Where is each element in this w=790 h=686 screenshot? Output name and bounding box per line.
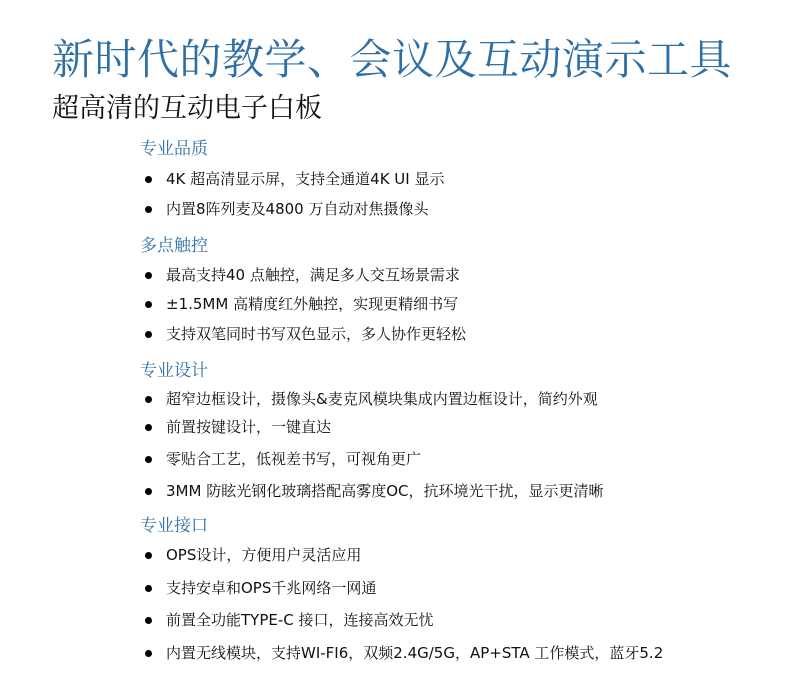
list-item bbox=[140, 607, 434, 633]
bullet-icon bbox=[145, 456, 152, 463]
list-item bbox=[140, 446, 421, 472]
bullet-icon bbox=[145, 585, 152, 592]
list-item-text: 3MM 防眩光钢化玻璃搭配高雾度OC，抗环境光干扰，显示更清晰 bbox=[166, 482, 604, 500]
bullet-icon bbox=[145, 301, 152, 308]
list-item-text: 前置全功能TYPE-C 接口，连接高效无忧 bbox=[166, 611, 434, 629]
page-subtitle: 超高清的互动电子白板 bbox=[52, 93, 322, 124]
list-item bbox=[140, 196, 429, 222]
list-item-text: 内置无线模块，支持WI-FI6，双频2.4G/5G，AP+STA 工作模式，蓝牙5.2 bbox=[166, 644, 664, 662]
section-heading-interface: 专业接口 bbox=[140, 516, 208, 536]
list-item bbox=[140, 414, 331, 440]
list-item-text: 超窄边框设计，摄像头&麦克风模块集成内置边框设计，简约外观 bbox=[166, 390, 598, 408]
bullet-icon bbox=[145, 424, 152, 431]
list-item-text: 4K 超高清显示屏，支持全通道4K UI 显示 bbox=[166, 170, 445, 188]
list-item bbox=[140, 542, 361, 568]
bullet-icon bbox=[145, 650, 152, 657]
list-item bbox=[140, 291, 458, 317]
section-heading-quality: 专业品质 bbox=[140, 139, 208, 159]
list-item bbox=[140, 321, 466, 347]
bullet-icon bbox=[145, 176, 152, 183]
list-item bbox=[140, 166, 444, 192]
bullet-icon bbox=[145, 552, 152, 559]
page-title: 新时代的教学、会议及互动演示工具 bbox=[52, 35, 733, 84]
list-item bbox=[140, 386, 598, 412]
list-item-text: ±1.5MM 高精度红外触控，实现更精细书写 bbox=[166, 295, 459, 313]
list-item bbox=[140, 640, 663, 666]
list-item bbox=[140, 575, 376, 601]
bullet-icon bbox=[145, 396, 152, 403]
list-item-text: OPS设计，方便用户灵活应用 bbox=[166, 546, 362, 564]
bullet-icon bbox=[145, 331, 152, 338]
list-item-text: 零贴合工艺，低视差书写，可视角更广 bbox=[166, 450, 422, 468]
list-item bbox=[140, 478, 603, 504]
list-item-text: 内置8阵列麦及4800 万自动对焦摄像头 bbox=[166, 200, 429, 218]
bullet-icon bbox=[145, 617, 152, 624]
bullet-icon bbox=[145, 272, 152, 279]
list-item bbox=[140, 262, 460, 288]
list-item-text: 支持安卓和OPS千兆网络一网通 bbox=[166, 579, 377, 597]
bullet-icon bbox=[145, 206, 152, 213]
bullet-icon bbox=[145, 488, 152, 495]
section-heading-design: 专业设计 bbox=[140, 361, 208, 381]
list-item-text: 前置按键设计，一键直达 bbox=[166, 418, 332, 436]
list-item-text: 最高支持40 点触控，满足多人交互场景需求 bbox=[166, 266, 460, 284]
list-item-text: 支持双笔同时书写双色显示，多人协作更轻松 bbox=[166, 325, 467, 343]
section-heading-touch: 多点触控 bbox=[140, 236, 208, 256]
